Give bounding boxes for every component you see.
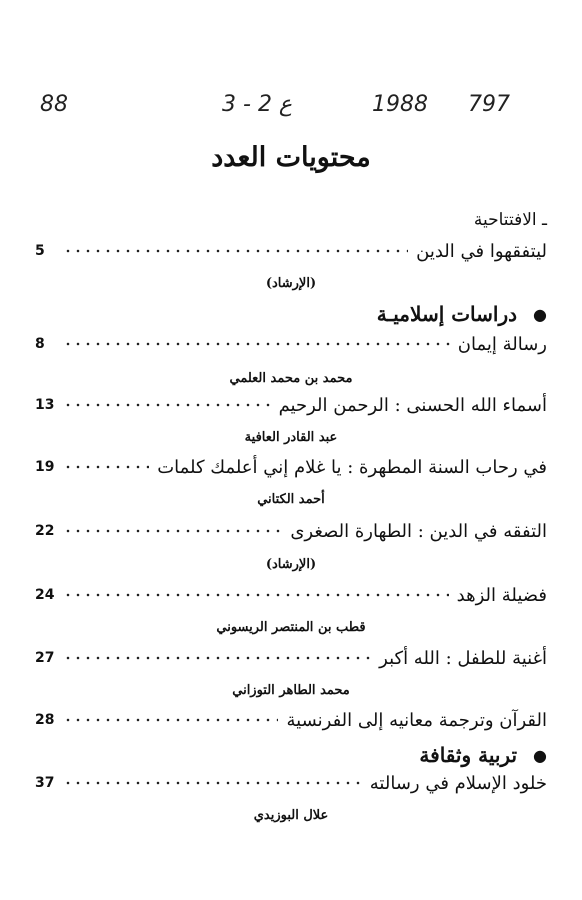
dot-leader [63, 593, 449, 597]
entry-title: رسالة إيمان [457, 333, 547, 355]
page-number: 22 [35, 523, 55, 539]
page-number: 37 [35, 775, 55, 791]
dot-leader [63, 718, 278, 722]
entry-author: عبد القادر العافية [244, 430, 338, 445]
entry-title: أغنية للطفل : الله أكبر [379, 647, 547, 669]
toc-entry [35, 516, 547, 546]
bullet-icon: ● [533, 745, 547, 765]
handwritten-issue: ع 2 - 3 [222, 92, 293, 117]
page-number: 8 [35, 336, 45, 352]
dot-leader [63, 529, 282, 533]
entry-title: أسماء الله الحسنى : الرحمن الرحيم [278, 394, 547, 416]
entry-title: ليتفقهوا في الدين [416, 240, 547, 262]
handwritten-year: 1988 [372, 92, 428, 117]
page-number: 27 [35, 650, 55, 666]
page-number: 19 [35, 459, 55, 475]
entry-author: (الإرشاد) [265, 557, 317, 572]
entry-title: في رحاب السنة المطهرة : يا غلام إني أعلمك كلمات [157, 456, 547, 478]
dot-leader [63, 656, 371, 660]
page-number: 5 [35, 243, 45, 259]
toc-entry [35, 329, 547, 359]
toc-entry [35, 580, 547, 610]
intro-label: ـ الافتتاحية [473, 210, 547, 230]
entry-title: خلود الإسلام في رسالته [369, 772, 547, 794]
entry-author: علال البوزيدي [253, 808, 329, 823]
toc-entry [35, 452, 547, 482]
entry-author: قطب بن المنتصر الريسوني [216, 620, 366, 635]
section-title: تربية وثقافة [419, 743, 518, 767]
handwritten-number-88: 88 [40, 92, 68, 117]
entry-author: أحمد الكتاني [257, 492, 325, 507]
toc-entry [35, 768, 547, 798]
dot-leader [63, 465, 149, 469]
bullet-icon: ● [533, 304, 547, 324]
dot-leader [63, 403, 271, 407]
page-title: محتويات العدد [211, 142, 371, 173]
entry-author: (الإرشاد) [265, 276, 317, 291]
entry-title: القرآن وترجمة معانيه إلى الفرنسية [286, 709, 547, 731]
section-title: دراسات إسلاميـة [376, 302, 518, 326]
page-number: 28 [35, 712, 55, 728]
toc-entry [35, 390, 547, 420]
entry-title: التفقه في الدين : الطهارة الصغرى [290, 520, 547, 542]
page-number: 24 [35, 587, 55, 603]
entry-title: فضيلة الزهد [456, 584, 547, 606]
handwritten-number-797: 797 [468, 92, 510, 117]
section-heading [247, 299, 547, 329]
dot-leader [63, 249, 408, 253]
toc-entry [35, 236, 547, 266]
toc-entry [35, 643, 547, 673]
section-heading [247, 740, 547, 770]
entry-author: محمد الطاهر التوزاني [232, 683, 350, 698]
toc-entry [35, 705, 547, 735]
dot-leader [63, 342, 450, 346]
dot-leader [63, 781, 362, 785]
page-number: 13 [35, 397, 55, 413]
entry-author: محمد بن محمد العلمي [229, 371, 353, 386]
